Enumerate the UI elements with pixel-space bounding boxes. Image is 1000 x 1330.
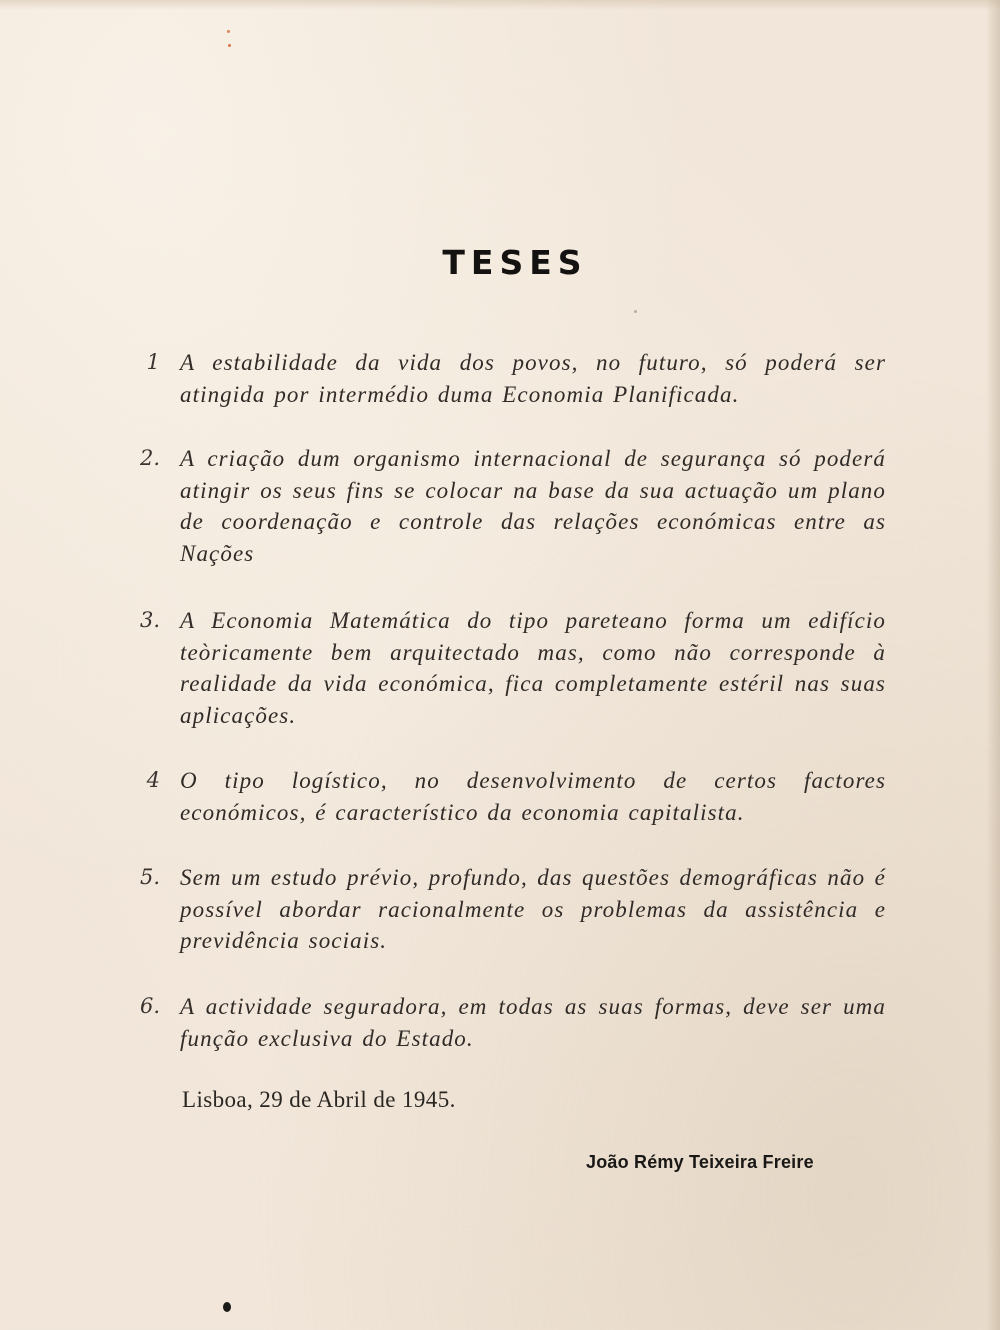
ink-speck-mid bbox=[634, 310, 637, 313]
author-signature: João Rémy Teixeira Freire bbox=[586, 1152, 814, 1172]
thesis-number: 4 bbox=[146, 768, 160, 792]
thesis-number: 6. bbox=[139, 994, 160, 1018]
thesis-number: 5. bbox=[139, 865, 160, 889]
place-and-date: Lisboa, 29 de Abril de 1945. bbox=[182, 1087, 456, 1112]
thesis-text: A criação dum organismo internacional de segurança só poderá atingir os seus fins se colocar na base da sua actuação um plano de coordenação e controle das relações económicas entre as Nações bbox=[180, 446, 886, 566]
thesis-text: A Economia Matemática do tipo pareteano forma um edifício teòricamente bem arquitectado mas, como não corresponde à realidade da vida económica, fica completamente estéril nas suas aplicações. bbox=[180, 608, 886, 728]
page-title: TESES bbox=[442, 243, 588, 282]
thesis-text: A estabilidade da vida dos povos, no futuro, só poderá ser atingida por intermédio duma Economia Planificada. bbox=[180, 350, 886, 407]
ink-speck-top bbox=[227, 30, 230, 33]
thesis-number: 3. bbox=[139, 608, 160, 632]
paper-edge-top bbox=[0, 0, 1000, 10]
ink-dot-bottom bbox=[223, 1302, 231, 1312]
thesis-text: Sem um estudo prévio, profundo, das questões demográficas não é possível abordar racionalmente os problemas da assistência e previdência sociais. bbox=[180, 865, 886, 953]
thesis-text: O tipo logístico, no desenvolvimento de certos factores económicos, é característico da economia capitalista. bbox=[180, 768, 886, 825]
thesis-number: 1 bbox=[146, 350, 160, 374]
paper-edge-right bbox=[986, 0, 1000, 1330]
thesis-text: A actividade seguradora, em todas as suas formas, deve ser uma função exclusiva do Estado. bbox=[180, 994, 886, 1051]
ink-speck-top-2 bbox=[228, 44, 231, 47]
thesis-number: 2. bbox=[139, 446, 160, 470]
